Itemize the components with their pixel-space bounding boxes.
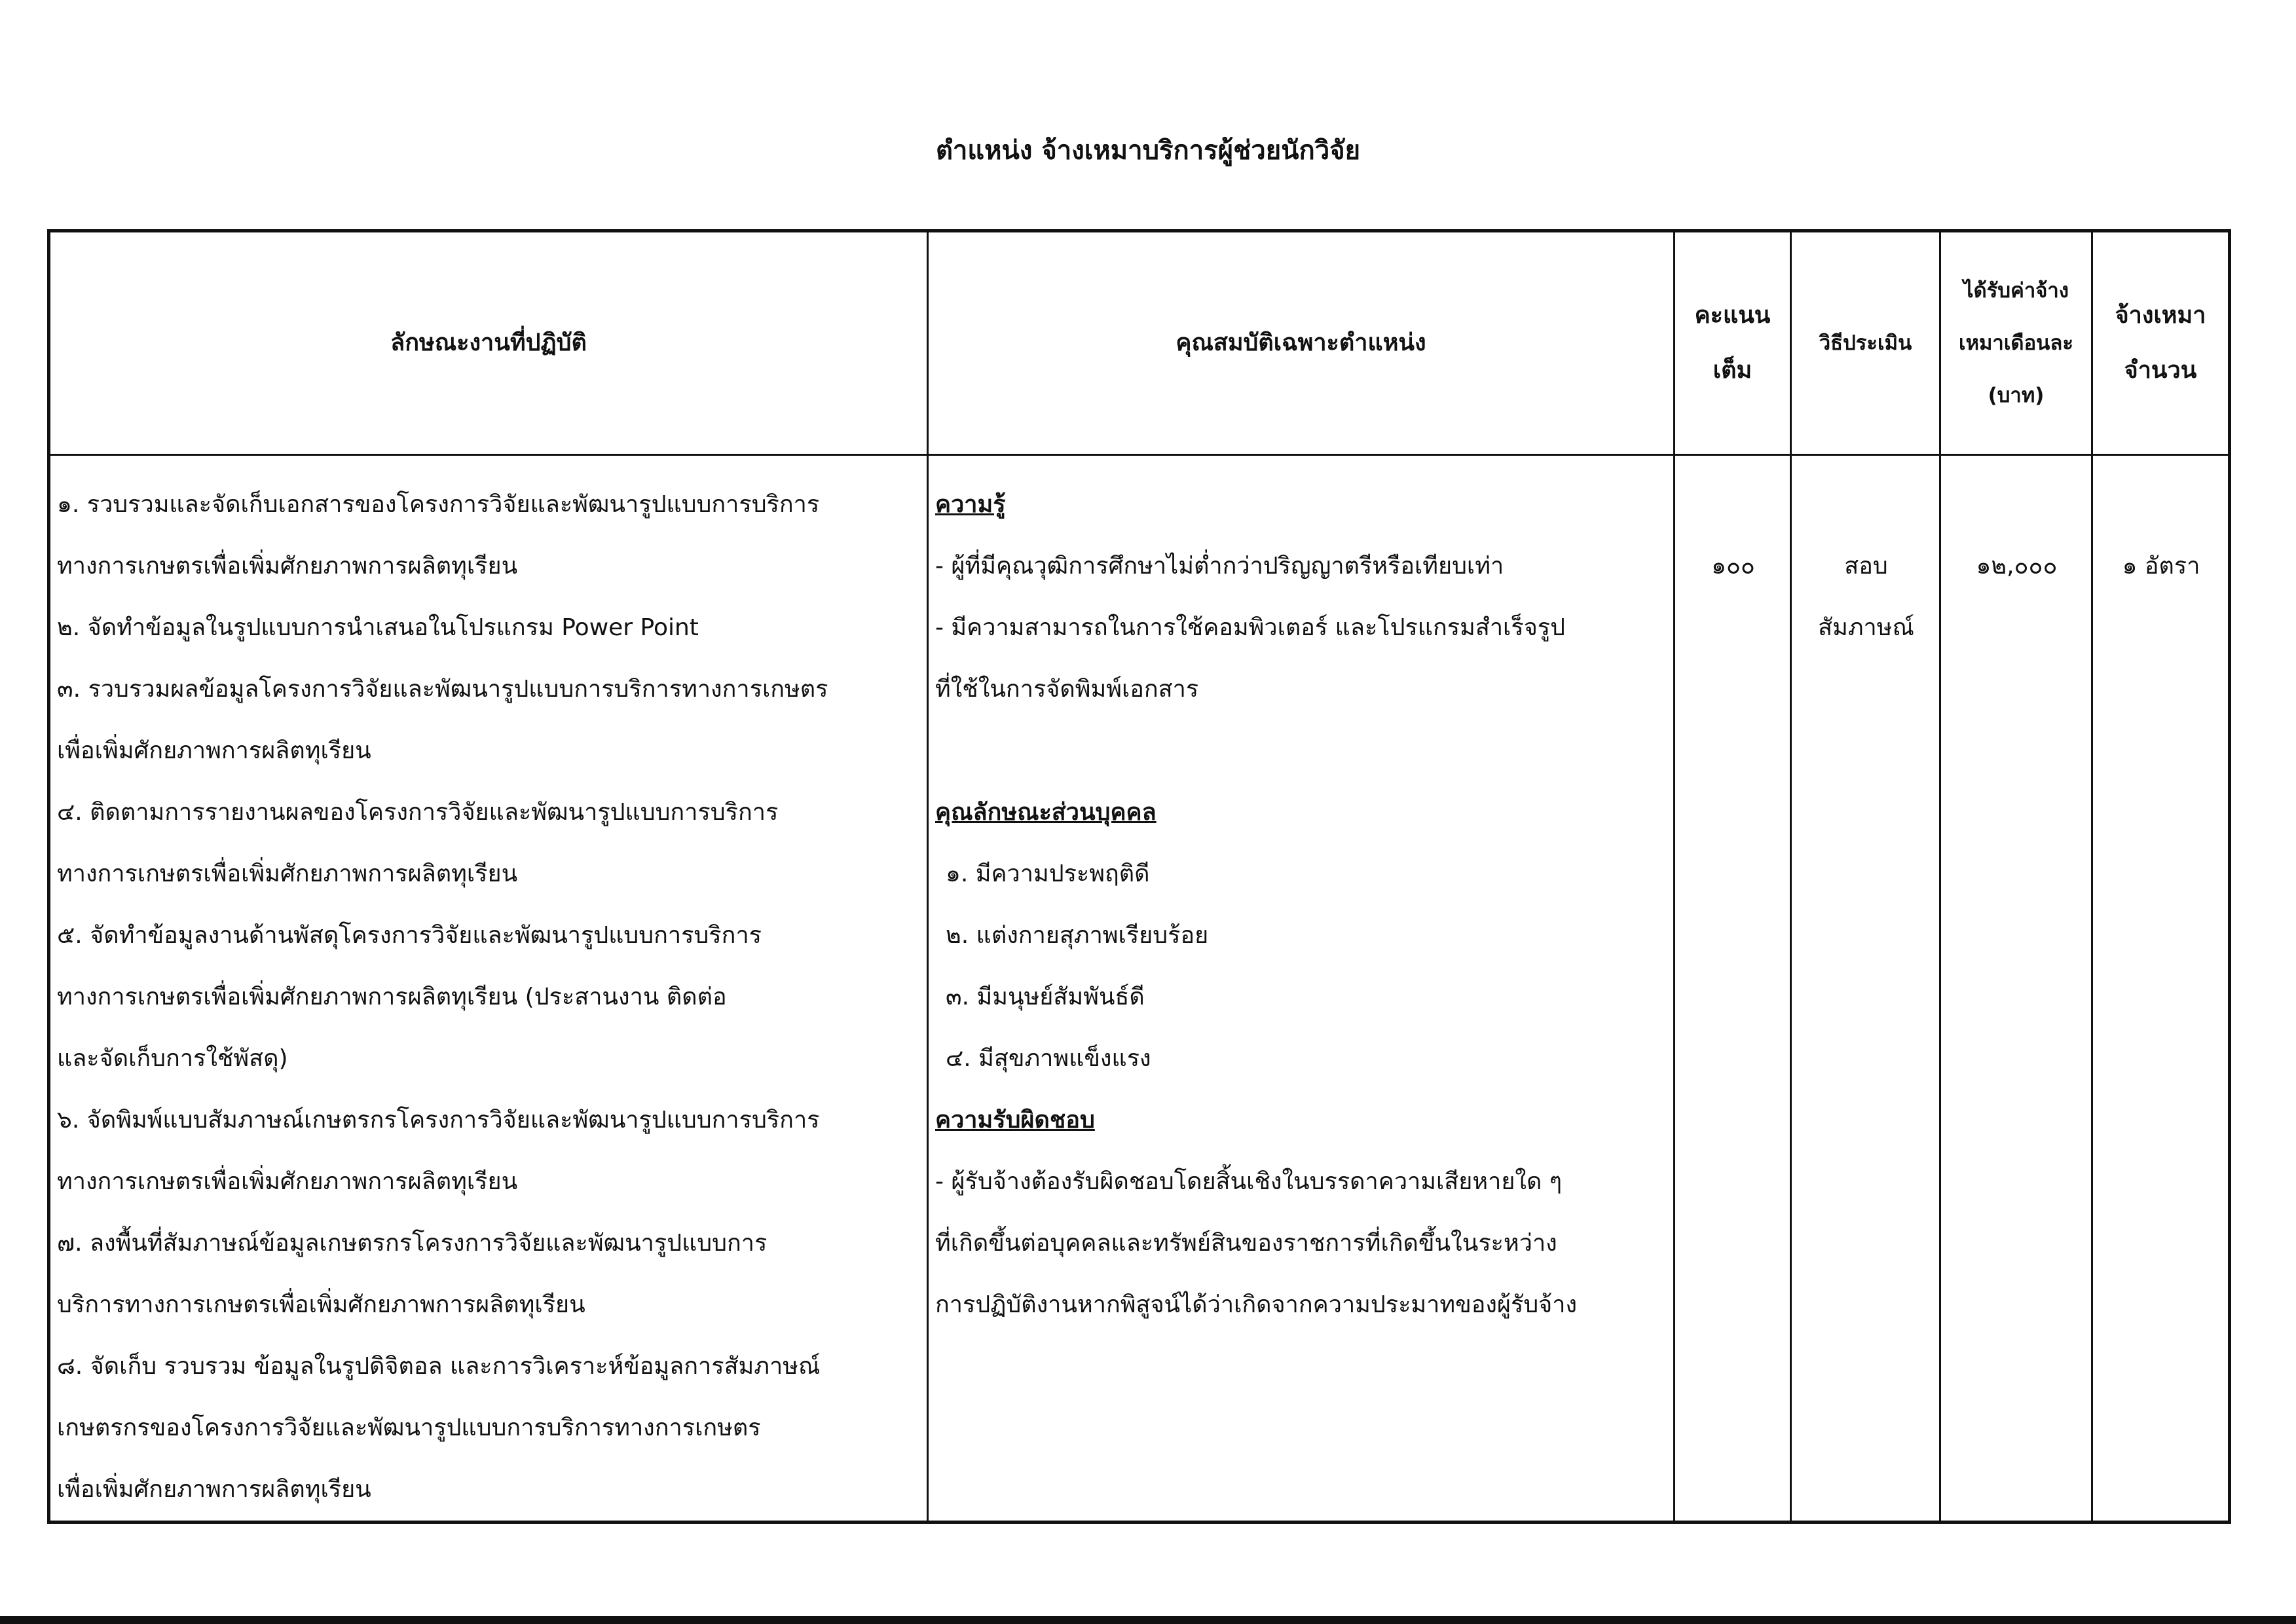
header-qualifications: คุณสมบัติเฉพาะตำแหน่ง [928,231,1675,455]
duty-item [57,905,921,1090]
duty-line: ทางการเกษตรเพื่อเพิ่มศักยภาพการผลิตทุเรียน (ประสานงาน ติดต่อ [57,984,727,1010]
duties-cell [49,455,928,1522]
duty-line: ๖. จัดพิมพ์แบบสัมภาษณ์เกษตรกรโครงการวิจัยและพัฒนารูปแบบการบริการ [57,1107,820,1134]
duty-line: เกษตรกรของโครงการวิจัยและพัฒนารูปแบบการบริการทางการเกษตร [57,1414,761,1441]
personal-heading: คุณลักษณะส่วนบุคคล [935,799,1157,826]
responsibility-line: ที่เกิดขึ้นต่อบุคคลและทรัพย์สินของราชการที่เกิดขึ้นในระหว่าง [935,1230,1557,1257]
duty-item [57,659,921,782]
personal-line: ๑. มีความประพฤติดี [946,860,1150,887]
knowledge-heading: ความรู้ [935,491,1006,518]
duty-item [57,474,921,597]
duty-item [57,597,921,659]
count-value: ๑ อัตรา [2122,553,2200,580]
spacer [935,720,1668,782]
count-cell [2092,455,2230,1522]
header-duties: ลักษณะงานที่ปฏิบัติ [49,231,928,455]
responsibility-line: การปฏิบัติงานหากพิสูจน์ได้ว่าเกิดจากความประมาทของผู้รับจ้าง [935,1291,1578,1318]
duty-line: เพื่อเพิ่มศักยภาพการผลิตทุเรียน [57,737,371,764]
score-cell [1675,455,1791,1522]
duty-line: ๒. จัดทำข้อมูลในรูปแบบการนำเสนอในโปรแกรม Power Point [57,614,699,641]
personal-line: ๒. แต่งกายสุภาพเรียบร้อย [946,922,1209,949]
position-spec-table [47,229,2231,1524]
footer-rule [0,1616,2296,1624]
responsibility-heading: ความรับผิดชอบ [935,1107,1095,1134]
duty-item [57,1213,921,1336]
duty-line: ทางการเกษตรเพื่อเพิ่มศักยภาพการผลิตทุเรียน [57,1168,518,1195]
duty-line: เพื่อเพิ่มศักยภาพการผลิตทุเรียน [57,1476,371,1503]
score-value: ๑๐๐ [1711,553,1755,580]
table-header-row [49,231,2230,455]
knowledge-line: ที่ใช้ในการจัดพิมพ์เอกสาร [935,676,1199,703]
duty-line: บริการทางการเกษตรเพื่อเพิ่มศักยภาพการผลิตทุเรียน [57,1291,585,1318]
duty-line: ๗. ลงพื้นที่สัมภาษณ์ข้อมูลเกษตรกรโครงการวิจัยและพัฒนารูปแบบการ [57,1230,768,1257]
knowledge-line: - มีความสามารถในการใช้คอมพิวเตอร์ และโปรแกรมสำเร็จรูป [935,614,1565,641]
method-cell [1791,455,1940,1522]
duty-item [57,1090,921,1213]
header-count: จ้างเหมาจำนวน [2092,231,2230,455]
method-value: สอบสัมภาษณ์ [1818,553,1914,641]
duty-line: ทางการเกษตรเพื่อเพิ่มศักยภาพการผลิตทุเรียน [57,860,518,887]
duty-line: ๑. รวบรวมและจัดเก็บเอกสารของโครงการวิจัยและพัฒนารูปแบบการบริการ [57,491,820,518]
duty-line: ทางการเกษตรเพื่อเพิ่มศักยภาพการผลิตทุเรียน [57,553,518,580]
header-pay: ได้รับค่าจ้างเหมาเดือนละ (บาท) [1940,231,2092,455]
responsibility-line: - ผู้รับจ้างต้องรับผิดชอบโดยสิ้นเชิงในบรรดาความเสียหายใด ๆ [935,1168,1563,1195]
personal-line: ๔. มีสุขภาพแข็งแรง [946,1045,1151,1072]
page-title: ตำแหน่ง จ้างเหมาบริการผู้ช่วยนักวิจัย [935,136,1361,166]
header-score: คะแนนเต็ม [1675,231,1791,455]
duty-line: ๓. รวบรวมผลข้อมูลโครงการวิจัยและพัฒนารูปแบบการบริการทางการเกษตร [57,676,828,703]
duty-line: ๕. จัดทำข้อมูลงานด้านพัสดุโครงการวิจัยและพัฒนารูปแบบการบริการ [57,922,762,949]
header-method: วิธีประเมิน [1791,231,1940,455]
knowledge-line: - ผู้ที่มีคุณวุฒิการศึกษาไม่ต่ำกว่าปริญญาตรีหรือเทียบเท่า [935,553,1504,580]
duty-line: ๘. จัดเก็บ รวบรวม ข้อมูลในรูปดิจิตอล และการวิเคราะห์ข้อมูลการสัมภาษณ์ [57,1353,821,1380]
table-row [49,455,2230,1522]
qualifications-cell [928,455,1675,1522]
pay-value: ๑๒,๐๐๐ [1976,553,2058,580]
duty-item [57,782,921,905]
pay-cell [1940,455,2092,1522]
personal-line: ๓. มีมนุษย์สัมพันธ์ดี [946,984,1145,1010]
duty-item [57,1336,921,1521]
duty-line: ๔. ติดตามการรายงานผลของโครงการวิจัยและพัฒนารูปแบบการบริการ [57,799,779,826]
duty-line: และจัดเก็บการใช้พัสดุ) [57,1045,288,1072]
